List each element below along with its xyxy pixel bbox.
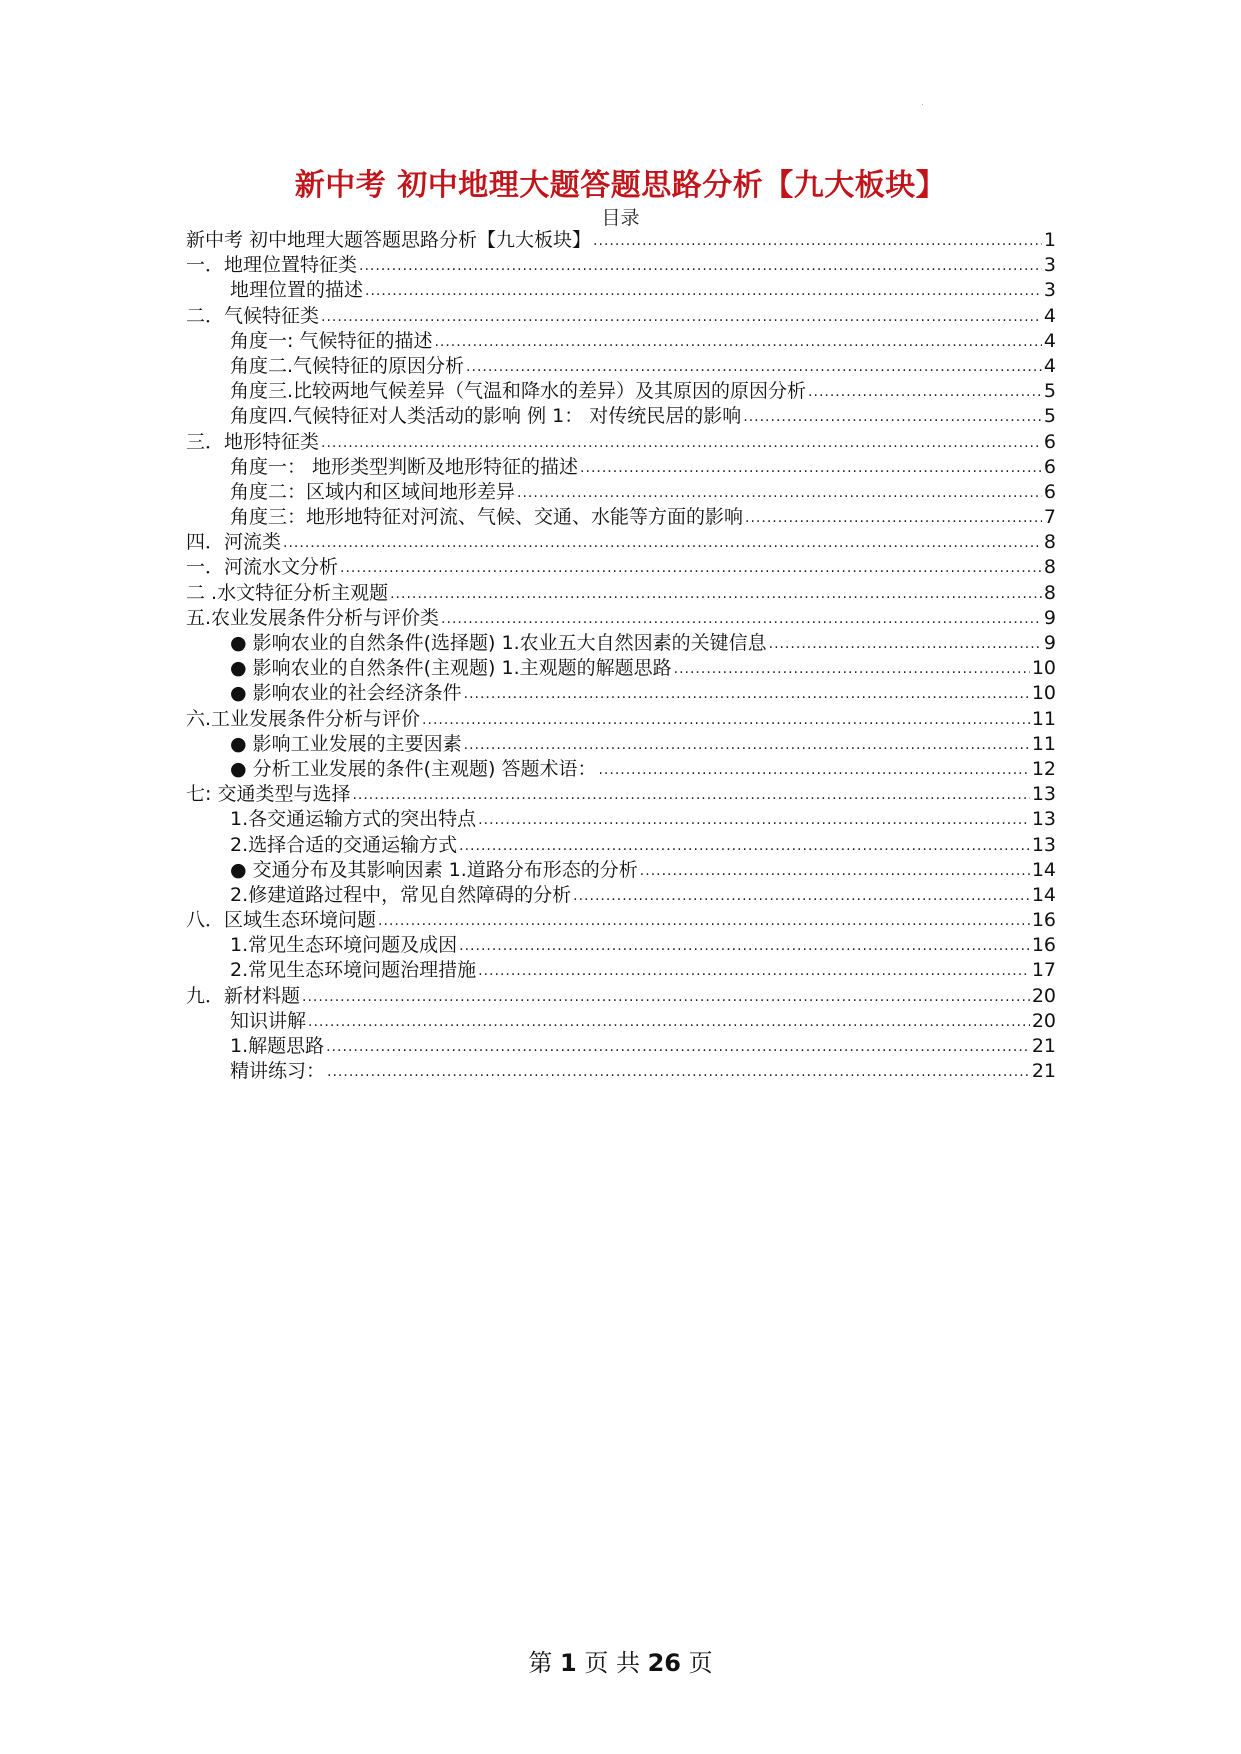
toc-entry-page: 6 [1043,480,1056,503]
toc-entry-text: 三．地形特征类 [186,430,320,453]
toc-entry-page: 16 [1031,909,1056,932]
toc-entry-page: 9 [1043,632,1056,654]
toc-entry-page: 11 [1031,732,1056,755]
footer-total-pages: 26 [647,1649,682,1677]
toc-dot-leader [743,405,1042,430]
toc-entry-page: 13 [1031,833,1056,856]
toc-entry-text: 四．河流类 [186,531,282,554]
toc-entry[interactable] [186,1034,1056,1059]
toc-entry-page: 13 [1031,808,1056,831]
toc-entry-text: 角度一: 气候特征的描述 [230,329,433,352]
toc-entry-page: 5 [1043,405,1056,428]
toc-entry-page: 9 [1043,606,1056,629]
toc-entry[interactable] [186,908,1056,933]
toc-entry-page: 20 [1031,1009,1056,1032]
toc-entry[interactable] [186,858,1056,883]
toc-entry-page: 16 [1031,934,1056,957]
footer-current-page: 1 [559,1649,577,1677]
toc-entry-text: ● 影响工业发展的主要因素 [230,732,462,755]
toc-dot-leader [365,279,1042,304]
toc-dot-leader [674,657,1030,682]
toc-dot-leader [352,783,1029,808]
toc-entry[interactable] [186,883,1056,908]
toc-entry-text: ● 分析工业发展的条件(主观题) 答题术语： [230,757,597,780]
toc-dot-leader [321,431,1042,456]
toc-dot-leader [390,582,1042,607]
toc-entry-page: 1 [1043,229,1056,251]
toc-dot-leader [808,380,1042,405]
toc-entry-text: ● 影响农业的自然条件(选择题) 1.农业五大自然因素的关键信息 [230,632,767,654]
table-of-contents [186,228,1056,1084]
toc-entry-text: 九．新材料题 [186,984,301,1007]
toc-dot-leader [308,1010,1030,1035]
toc-entry-page: 8 [1043,556,1056,579]
page-footer [0,1643,1241,1678]
toc-entry[interactable] [186,958,1056,983]
toc-dot-leader [459,834,1030,859]
toc-dot-leader [593,229,1042,254]
toc-entry-page: 3 [1043,279,1056,302]
toc-entry-page: 4 [1043,329,1056,352]
toc-dot-leader [640,859,1030,884]
toc-entry[interactable] [186,606,1056,631]
toc-entry[interactable] [186,782,1056,807]
toc-dot-leader [769,632,1042,657]
toc-entry[interactable] [186,455,1056,480]
document-title: 新中考 初中地理大题答题思路分析【九大板块】 [294,168,947,203]
toc-entry-text: 知识讲解 [230,1009,307,1032]
footer-suffix: 页 [688,1649,713,1677]
toc-entry-page: 6 [1043,455,1056,478]
toc-entry-text: 一．地理位置特征类 [186,254,358,277]
toc-entry-page: 3 [1043,254,1056,277]
toc-entry[interactable] [186,228,1056,253]
toc-entry-text: 角度二.气候特征的原因分析 [230,354,465,377]
toc-entry-text: 一．河流水文分析 [186,556,339,579]
toc-entry[interactable] [186,707,1056,732]
toc-entry-text: 2.常见生态环境问题治理措施 [230,959,477,982]
toc-entry-text: 二 .水文特征分析主观题 [186,581,389,604]
toc-entry[interactable] [186,1009,1056,1034]
toc-entry-text: 七: 交通类型与选择 [186,783,351,806]
toc-entry-page: 13 [1031,783,1056,806]
toc-entry-page: 4 [1043,304,1056,327]
toc-dot-leader [459,934,1030,959]
toc-entry-text: 角度二：区域内和区域间地形差异 [230,480,516,503]
toc-dot-leader [598,758,1029,783]
toc-dot-leader [283,531,1042,556]
toc-entry-page: 6 [1043,430,1056,453]
toc-entry-page: 11 [1031,707,1056,730]
toc-dot-leader [327,1060,1030,1085]
toc-entry[interactable] [186,757,1056,782]
toc-entry-page: 5 [1043,380,1056,403]
toc-entry[interactable] [186,329,1056,354]
toc-entry-text: ● 影响农业的自然条件(主观题) 1.主观题的解题思路 [230,657,672,680]
toc-entry[interactable] [186,304,1056,329]
toc-dot-leader [434,330,1041,355]
toc-dot-leader [466,355,1042,380]
toc-entry-text: ● 影响农业的社会经济条件 [230,682,462,705]
toc-entry-text: 2.修建道路过程中，常见自然障碍的分析 [230,883,572,906]
toc-heading: 目录 [601,207,640,229]
footer-prefix: 第 [528,1649,553,1677]
toc-entry-text: 1.常见生态环境问题及成因 [230,934,458,957]
corner-mark: · [921,100,924,109]
toc-entry-page: 21 [1031,1035,1056,1057]
toc-entry-page: 21 [1031,1060,1056,1083]
toc-dot-leader [422,708,1030,733]
toc-entry[interactable] [186,656,1056,681]
toc-entry[interactable] [186,505,1056,530]
toc-entry[interactable] [186,480,1056,505]
toc-entry[interactable] [186,933,1056,958]
toc-dot-leader [464,733,1030,758]
toc-dot-leader [745,506,1042,531]
toc-entry-page: 7 [1043,506,1056,529]
toc-entry[interactable] [186,278,1056,303]
toc-entry-text: 八．区域生态环境问题 [186,909,377,932]
toc-entry[interactable] [186,404,1056,429]
toc-dot-leader [478,959,1030,984]
toc-entry[interactable] [186,833,1056,858]
toc-entry[interactable] [186,430,1056,455]
toc-dot-leader [573,884,1030,909]
toc-entry-page: 17 [1031,959,1056,982]
toc-entry-text: 2.选择合适的交通运输方式 [230,833,458,856]
toc-entry-text: 角度三.比较两地气候差异（气温和降水的差异）及其原因的原因分析 [230,380,807,403]
toc-entry-page: 8 [1043,581,1056,604]
toc-entry-page: 8 [1043,531,1056,554]
toc-dot-leader [580,456,1042,481]
toc-dot-leader [359,254,1042,279]
toc-entry-text: 精讲练习： [230,1060,326,1083]
toc-dot-leader [478,808,1030,833]
toc-entry[interactable] [186,631,1056,656]
toc-dot-leader [441,607,1042,632]
toc-entry-text: 角度四.气候特征对人类活动的影响 例 1： 对传统民居的影响 [230,405,742,428]
toc-entry-page: 20 [1031,984,1056,1007]
toc-entry[interactable] [186,1059,1056,1084]
toc-entry[interactable] [186,681,1056,706]
toc-entry-page: 10 [1031,682,1056,705]
toc-dot-leader [464,682,1030,707]
toc-entry-text: 六.工业发展条件分析与评价 [186,707,421,730]
toc-entry-page: 14 [1031,883,1056,906]
toc-entry[interactable] [186,354,1056,379]
toc-entry[interactable] [186,984,1056,1009]
toc-entry-text: 1.各交通运输方式的突出特点 [230,808,477,831]
toc-dot-leader [517,481,1042,506]
toc-entry[interactable] [186,555,1056,580]
toc-entry[interactable] [186,807,1056,832]
toc-entry-text: 1.解题思路 [230,1035,325,1057]
toc-entry[interactable] [186,581,1056,606]
toc-dot-leader [340,556,1042,581]
toc-dot-leader [378,909,1030,934]
toc-entry-text: 角度三：地形地特征对河流、气候、交通、水能等方面的影响 [230,506,744,529]
toc-entry[interactable] [186,379,1056,404]
toc-entry-text: 新中考 初中地理大题答题思路分析【九大板块】 [186,229,592,251]
toc-entry[interactable] [186,530,1056,555]
toc-entry-text: ● 交通分布及其影响因素 1.道路分布形态的分析 [230,858,638,881]
toc-entry-text: 五.农业发展条件分析与评价类 [186,606,440,629]
toc-entry-page: 12 [1031,757,1056,780]
toc-dot-leader [326,1035,1030,1060]
toc-entry[interactable] [186,253,1056,278]
toc-entry-text: 二．气候特征类 [186,304,320,327]
toc-entry[interactable] [186,732,1056,757]
toc-dot-leader [321,305,1042,330]
toc-entry-page: 14 [1031,858,1056,881]
toc-entry-page: 10 [1031,657,1056,680]
footer-middle: 页 共 [584,1649,640,1677]
toc-entry-text: 地理位置的描述 [230,279,364,302]
toc-entry-text: 角度一： 地形类型判断及地形特征的描述 [230,455,579,478]
toc-entry-page: 4 [1043,354,1056,377]
toc-dot-leader [302,985,1030,1010]
